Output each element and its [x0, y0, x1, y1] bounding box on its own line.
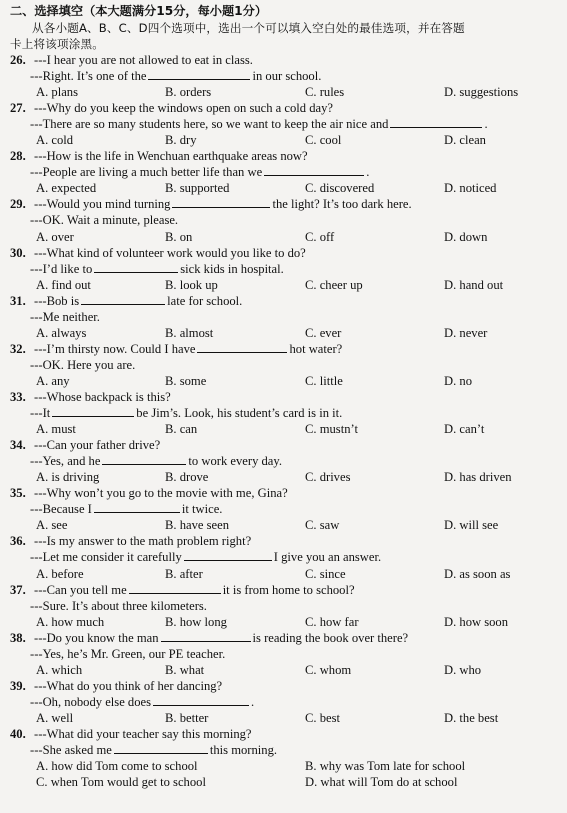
question-text: ---Can you tell me — [34, 582, 127, 597]
option-c[interactable]: C. since — [305, 566, 346, 581]
answer-blank[interactable] — [114, 742, 208, 754]
question-text: ---Can your father drive? — [34, 438, 161, 453]
option-c[interactable]: C. cheer up — [305, 277, 363, 292]
answer-blank[interactable] — [129, 582, 221, 594]
question-text: ---I hear you are not allowed to eat in class. — [34, 53, 253, 67]
option-d[interactable]: D. who — [444, 662, 482, 677]
question-line-1 — [10, 245, 559, 261]
option-d[interactable]: D. has driven — [444, 470, 512, 485]
options-row — [10, 373, 559, 389]
response-text: ---Yes, he’s Mr. Green, our PE teacher. — [30, 646, 226, 661]
response-text: ---She asked me — [30, 743, 112, 758]
question-number: 33. — [10, 389, 26, 404]
option-a[interactable]: A. over — [36, 229, 74, 244]
option-d[interactable]: D. no — [444, 373, 472, 388]
option-c[interactable]: C. how far — [305, 614, 359, 629]
option-d[interactable]: D. down — [444, 229, 488, 244]
question-text: ---What do you think of her dancing? — [34, 678, 223, 693]
question-28 — [10, 148, 559, 196]
option-b[interactable]: B. better — [165, 710, 209, 725]
question-line-2 — [10, 549, 559, 565]
question-number: 34. — [10, 438, 26, 453]
instructions-line-1: 从各小题A、B、C、D四个选项中，选出一个可以填入空白处的最佳选项，并在答题 — [32, 21, 465, 35]
question-text: ---Why won’t you go to the movie with me, Gina? — [34, 486, 288, 501]
option-a[interactable]: A. well — [36, 710, 74, 725]
option-a[interactable]: A. before — [36, 566, 84, 581]
response-text-after-blank: this morning. — [209, 743, 278, 758]
options-row — [10, 277, 559, 293]
answer-blank[interactable] — [148, 68, 250, 80]
option-c[interactable]: C. discovered — [305, 181, 375, 196]
question-number: 32. — [10, 341, 26, 356]
option-c[interactable]: C. rules — [305, 85, 345, 100]
option-b[interactable]: B. how long — [165, 614, 227, 629]
options-row — [10, 229, 559, 245]
question-line-1 — [10, 293, 559, 309]
answer-blank[interactable] — [172, 196, 270, 208]
option-c[interactable]: C. ever — [305, 325, 342, 340]
question-line-1 — [10, 389, 559, 405]
question-33 — [10, 389, 559, 437]
question-line-2 — [10, 598, 559, 614]
question-text-after-blank: late for school. — [167, 293, 243, 308]
question-line-2 — [10, 646, 559, 662]
question-number: 27. — [10, 101, 26, 116]
option-c[interactable]: C. saw — [305, 518, 340, 533]
question-number: 39. — [10, 678, 26, 693]
question-line-1 — [10, 630, 559, 646]
answer-blank[interactable] — [184, 549, 272, 561]
question-line-2 — [10, 261, 559, 277]
question-text: ---How is the life in Wenchuan earthquake areas now? — [34, 149, 308, 164]
response-text: ---Sure. It’s about three kilometers. — [30, 598, 207, 613]
question-number: 40. — [10, 726, 26, 741]
response-text: ---Let me consider it carefully — [30, 550, 182, 565]
question-number: 29. — [10, 197, 26, 212]
question-line-2 — [10, 357, 559, 373]
option-b[interactable]: B. some — [165, 373, 207, 388]
question-text: ---Whose backpack is this? — [34, 389, 171, 404]
answer-blank[interactable] — [153, 694, 249, 706]
response-text: ---Me neither. — [30, 309, 100, 324]
question-text: ---Bob is — [34, 293, 80, 308]
response-text: ---People are living a much better life than we — [30, 165, 263, 180]
option-c[interactable]: C. little — [305, 373, 343, 388]
options-row — [10, 84, 559, 100]
question-35 — [10, 485, 559, 533]
question-26 — [10, 52, 559, 100]
option-d[interactable]: D. never — [444, 325, 488, 340]
question-39 — [10, 678, 559, 726]
option-d[interactable]: D. hand out — [444, 277, 504, 292]
option-b[interactable]: B. almost — [165, 325, 214, 340]
options-row — [10, 662, 559, 678]
question-30 — [10, 245, 559, 293]
option-d[interactable]: D. clean — [444, 133, 486, 148]
response-text: ---Right. It’s one of the — [30, 69, 147, 84]
option-c[interactable]: C. best — [305, 710, 340, 725]
option-c[interactable]: C. whom — [305, 662, 352, 677]
question-text: ---What did your teacher say this morning? — [34, 726, 252, 741]
question-number: 31. — [10, 293, 26, 308]
question-line-2 — [10, 742, 559, 758]
question-number: 38. — [10, 630, 26, 645]
response-text-after-blank: in our school. — [252, 69, 322, 84]
response-text: ---There are so many students here, so we want to keep the air nice and — [30, 117, 389, 132]
question-line-1 — [10, 437, 559, 453]
option-d[interactable]: D. will see — [444, 518, 499, 533]
question-line-2 — [10, 453, 559, 469]
options-row — [10, 132, 559, 148]
response-text: ---OK. Here you are. — [30, 357, 136, 372]
question-40 — [10, 726, 559, 790]
question-27 — [10, 100, 559, 148]
question-text-after-blank: is reading the book over there? — [252, 630, 409, 645]
question-line-1 — [10, 582, 559, 598]
option-b[interactable]: B. dry — [165, 133, 197, 148]
question-37 — [10, 582, 559, 630]
question-text: ---I’m thirsty now. Could I have — [34, 341, 196, 356]
question-text: ---Why do you keep the windows open on such a cold day? — [34, 101, 334, 116]
options-row — [10, 710, 559, 726]
option-b[interactable]: B. after — [165, 566, 203, 581]
question-line-2 — [10, 164, 559, 180]
question-text: ---Is my answer to the math problem right? — [34, 534, 252, 549]
question-line-2 — [10, 68, 559, 84]
option-c[interactable]: C. drives — [305, 470, 351, 485]
question-line-2 — [10, 116, 559, 132]
response-text-after-blank: . — [251, 694, 255, 709]
option-b[interactable]: B. can — [165, 422, 198, 437]
answer-blank[interactable] — [102, 453, 186, 465]
option-a[interactable]: A. always — [36, 325, 87, 340]
response-text-after-blank: it twice. — [181, 502, 223, 517]
option-a[interactable]: A. how much — [36, 614, 105, 629]
option-b[interactable]: B. on — [165, 229, 193, 244]
response-text: ---Oh, nobody else does — [30, 694, 152, 709]
option-a[interactable]: A. find out — [36, 277, 91, 292]
answer-blank[interactable] — [94, 261, 178, 273]
answer-blank[interactable] — [94, 501, 180, 513]
answer-blank[interactable] — [197, 341, 287, 353]
response-text-after-blank: be Jim’s. Look, his student’s card is in it. — [136, 406, 343, 421]
question-number: 26. — [10, 53, 26, 67]
options-row-1 — [10, 758, 559, 774]
question-line-2 — [10, 309, 559, 325]
response-text: ---It — [30, 406, 51, 421]
question-32 — [10, 341, 559, 389]
question-text: ---Do you know the man — [34, 630, 159, 645]
options-row — [10, 469, 559, 485]
section-title: 二、选择填空（本大题满分15分，每小题1分） — [10, 4, 268, 18]
options-row-2 — [10, 774, 559, 790]
option-c[interactable]: C. cool — [305, 133, 342, 148]
question-text: ---What kind of volunteer work would you like to do? — [34, 245, 306, 260]
response-text-after-blank: to work every day. — [188, 454, 283, 469]
option-b[interactable]: B. what — [165, 662, 205, 677]
question-line-1 — [10, 148, 559, 164]
option-a[interactable]: A. expected — [36, 181, 97, 196]
option-a[interactable]: A. any — [36, 373, 70, 388]
option-a[interactable]: A. cold — [36, 133, 74, 148]
option-b[interactable]: B. have seen — [165, 518, 229, 533]
question-text-after-blank: the light? It’s too dark here. — [272, 197, 412, 212]
question-29 — [10, 196, 559, 244]
question-line-2 — [10, 501, 559, 517]
option-d[interactable]: D. as soon as — [444, 566, 511, 581]
question-text-after-blank: it is from home to school? — [222, 582, 355, 597]
question-line-1 — [10, 485, 559, 501]
option-a[interactable]: A. see — [36, 518, 68, 533]
answer-blank[interactable] — [52, 405, 134, 417]
option-a[interactable]: A. is driving — [36, 470, 100, 485]
option-b[interactable]: B. supported — [165, 181, 230, 196]
response-text: ---Yes, and he — [30, 454, 101, 469]
question-number: 35. — [10, 486, 26, 501]
option-d[interactable]: D. what will Tom do at school — [305, 775, 458, 790]
response-text-after-blank: . — [484, 117, 488, 132]
question-number: 28. — [10, 149, 26, 164]
answer-blank[interactable] — [390, 116, 482, 128]
option-d[interactable]: D. the best — [444, 710, 499, 725]
question-line-1 — [10, 678, 559, 694]
response-text: ---I’d like to — [30, 261, 93, 276]
question-line-1 — [10, 726, 559, 742]
question-38 — [10, 630, 559, 678]
option-b[interactable]: B. why was Tom late for school — [305, 759, 466, 774]
options-row — [10, 325, 559, 341]
options-row — [10, 566, 559, 582]
answer-blank[interactable] — [81, 293, 165, 305]
response-text: ---OK. Wait a minute, please. — [30, 213, 179, 228]
question-line-1 — [10, 52, 559, 68]
option-d[interactable]: D. can’t — [444, 422, 485, 437]
question-line-1 — [10, 100, 559, 116]
option-a[interactable]: A. which — [36, 662, 83, 677]
options-row — [10, 614, 559, 630]
question-34 — [10, 437, 559, 485]
option-b[interactable]: B. orders — [165, 85, 212, 100]
question-text-after-blank: hot water? — [289, 341, 343, 356]
option-c[interactable]: C. off — [305, 229, 335, 244]
answer-blank[interactable] — [161, 630, 251, 642]
response-text: ---Because I — [30, 502, 92, 517]
option-b[interactable]: B. drove — [165, 470, 209, 485]
option-b[interactable]: B. look up — [165, 277, 218, 292]
question-line-1 — [10, 341, 559, 357]
option-c[interactable]: C. mustn’t — [305, 422, 358, 437]
options-row — [10, 421, 559, 437]
options-row — [10, 517, 559, 533]
question-list — [10, 52, 559, 790]
question-line-2 — [10, 694, 559, 710]
question-line-2 — [10, 212, 559, 228]
question-number: 37. — [10, 582, 26, 597]
question-line-2 — [10, 405, 559, 421]
question-line-1 — [10, 196, 559, 212]
question-text: ---Would you mind turning — [34, 197, 171, 212]
question-line-1 — [10, 533, 559, 549]
option-d[interactable]: D. how soon — [444, 614, 509, 629]
option-d[interactable]: D. suggestions — [444, 85, 519, 100]
instructions-line-2: 卡上将该项涂黑。 — [10, 37, 104, 51]
response-text-after-blank: . — [366, 165, 370, 180]
answer-blank[interactable] — [264, 164, 364, 176]
options-row — [10, 180, 559, 196]
response-text-after-blank: I give you an answer. — [273, 550, 382, 565]
response-text-after-blank: sick kids in hospital. — [180, 261, 284, 276]
question-number: 36. — [10, 534, 26, 549]
option-a[interactable]: A. must — [36, 422, 76, 437]
option-a[interactable]: A. how did Tom come to school — [36, 759, 198, 774]
question-number: 30. — [10, 245, 26, 260]
option-c[interactable]: C. when Tom would get to school — [36, 775, 206, 790]
question-31 — [10, 293, 559, 341]
option-a[interactable]: A. plans — [36, 85, 78, 100]
option-d[interactable]: D. noticed — [444, 181, 497, 196]
question-36 — [10, 533, 559, 581]
